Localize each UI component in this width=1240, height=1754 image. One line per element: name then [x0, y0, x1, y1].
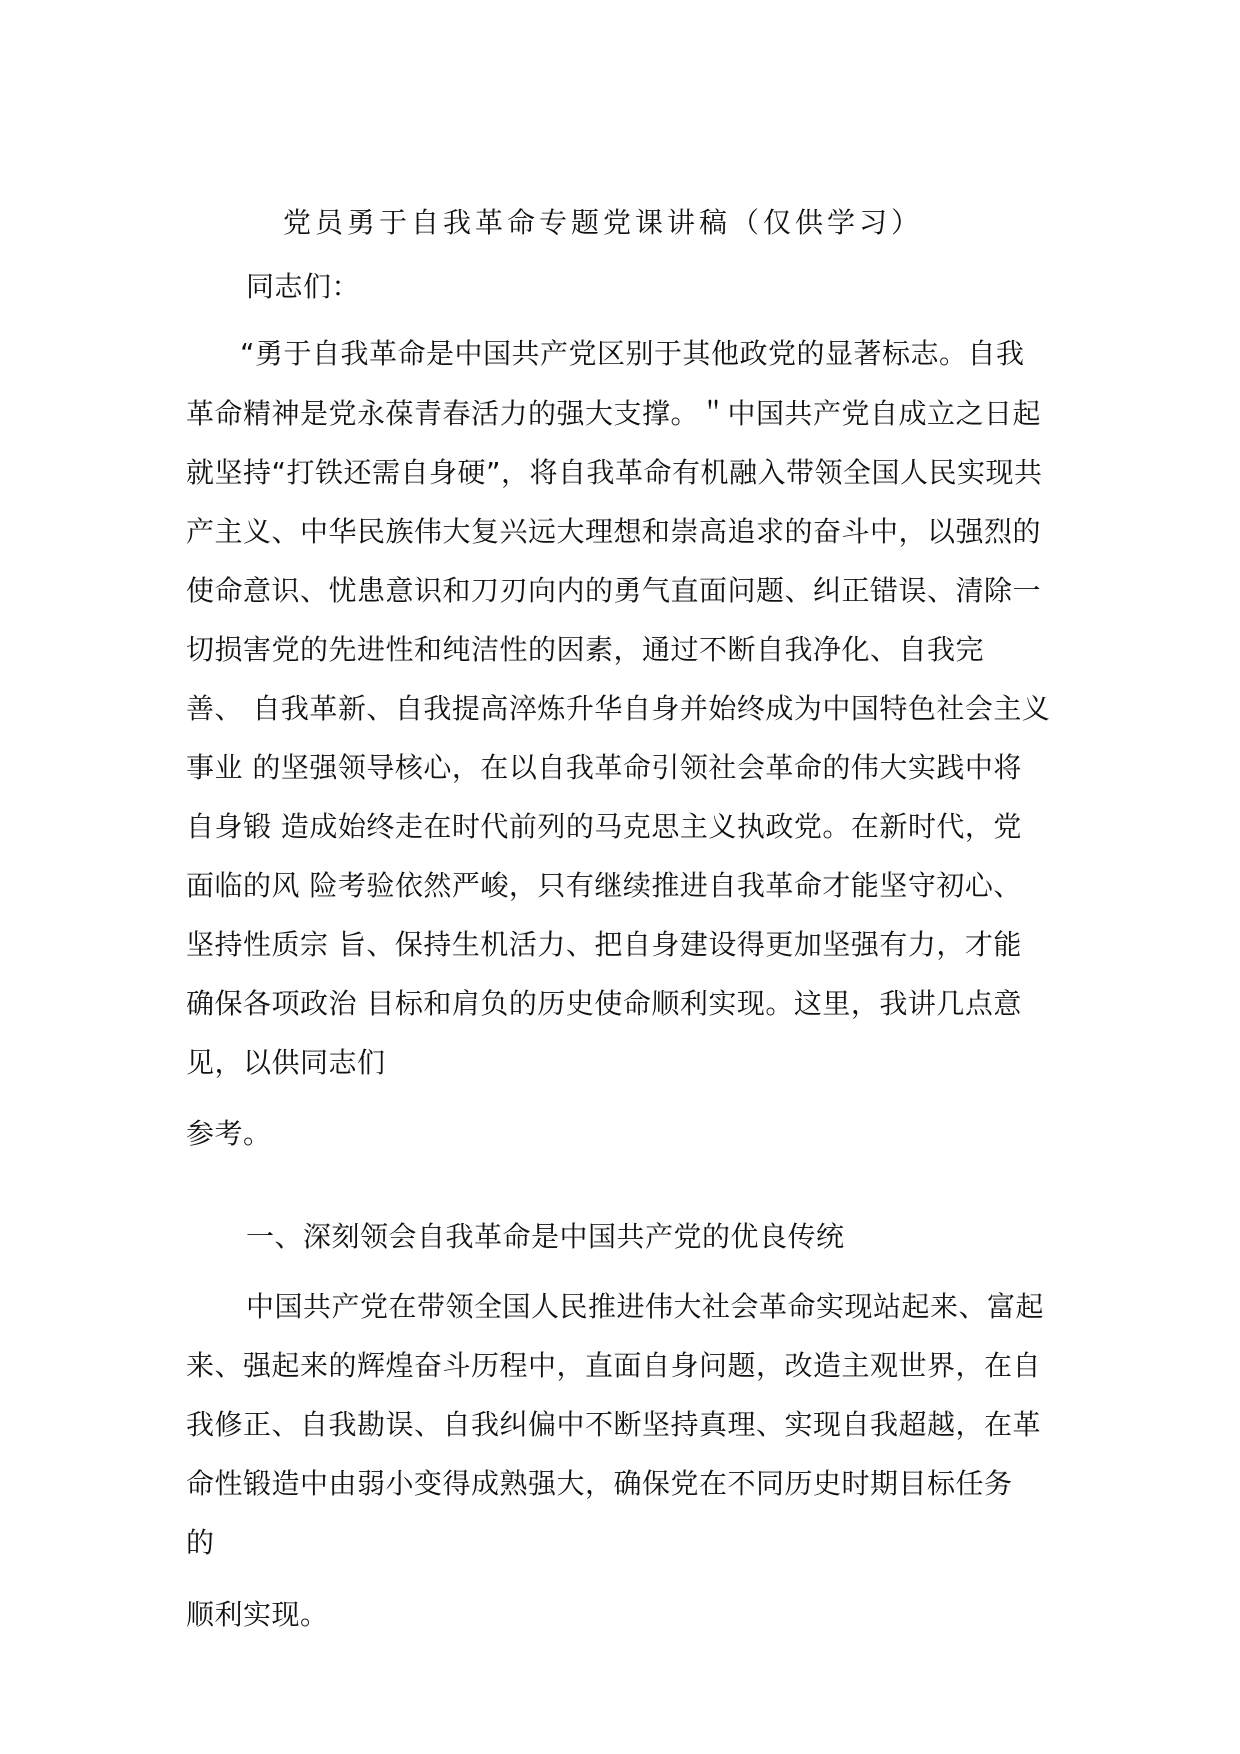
paragraph-line: 顺利实现。	[186, 1598, 329, 1631]
paragraph-line: 面临的风 险考验依然严峻，只有继续推进自我革命才能坚守初心、	[186, 869, 1022, 902]
paragraph-line: 善、 自我革新、自我提高淬炼升华自身并始终成为中国特色社会主义	[186, 692, 1051, 725]
paragraph-line: 产主义、中华民族伟大复兴远大理想和崇高追求的奋斗中，以强烈的	[186, 515, 1042, 548]
paragraph-line: 自身锻 造成始终走在时代前列的马克思主义执政党。在新时代，党	[186, 810, 1022, 843]
paragraph-line: 坚持性质宗 旨、保持生机活力、把自身建设得更加坚强有力，才能	[186, 928, 1022, 961]
document-title: 党员勇于自我革命专题党课讲稿（仅供学习）	[283, 206, 924, 239]
section-heading: 一、深刻领会自我革命是中国共产党的优良传统	[246, 1220, 845, 1253]
paragraph-line: 事业 的坚强领导核心，在以自我革命引领社会革命的伟大实践中将	[186, 751, 1022, 784]
paragraph-line: 切损害党的先进性和纯洁性的因素，通过不断自我净化、自我完	[186, 633, 985, 666]
salutation: 同志们：	[246, 270, 361, 303]
paragraph-line: 我修正、自我勘误、自我纠偏中不断坚持真理、实现自我超越，在革	[186, 1408, 1042, 1441]
paragraph-line: “勇于自我革命是中国共产党区别于其他政党的显著标志。自我	[240, 337, 1025, 370]
paragraph-line: 革命精神是党永葆青春活力的强大支撑。＂中国共产党自成立之日起	[186, 397, 1042, 430]
paragraph-line: 确保各项政治 目标和肩负的历史使命顺利实现。这里，我讲几点意	[186, 987, 1022, 1020]
paragraph-line: 的	[186, 1526, 215, 1559]
paragraph-line: 来、强起来的辉煌奋斗历程中，直面自身问题，改造主观世界，在自	[186, 1349, 1042, 1382]
paragraph-line: 使命意识、忧患意识和刀刃向内的勇气直面问题、纠正错误、清除一	[186, 574, 1042, 607]
paragraph-line: 见，以供同志们	[186, 1046, 386, 1079]
paragraph-line: 参考。	[186, 1117, 272, 1150]
paragraph-line: 就坚持“打铁还需自身硬”，将自我革命有机融入带领全国人民实现共	[186, 456, 1043, 489]
paragraph-line: 命性锻造中由弱小变得成熟强大，确保党在不同历史时期目标任务	[186, 1467, 1013, 1500]
paragraph-line: 中国共产党在带领全国人民推进伟大社会革命实现站起来、富起	[246, 1290, 1045, 1323]
